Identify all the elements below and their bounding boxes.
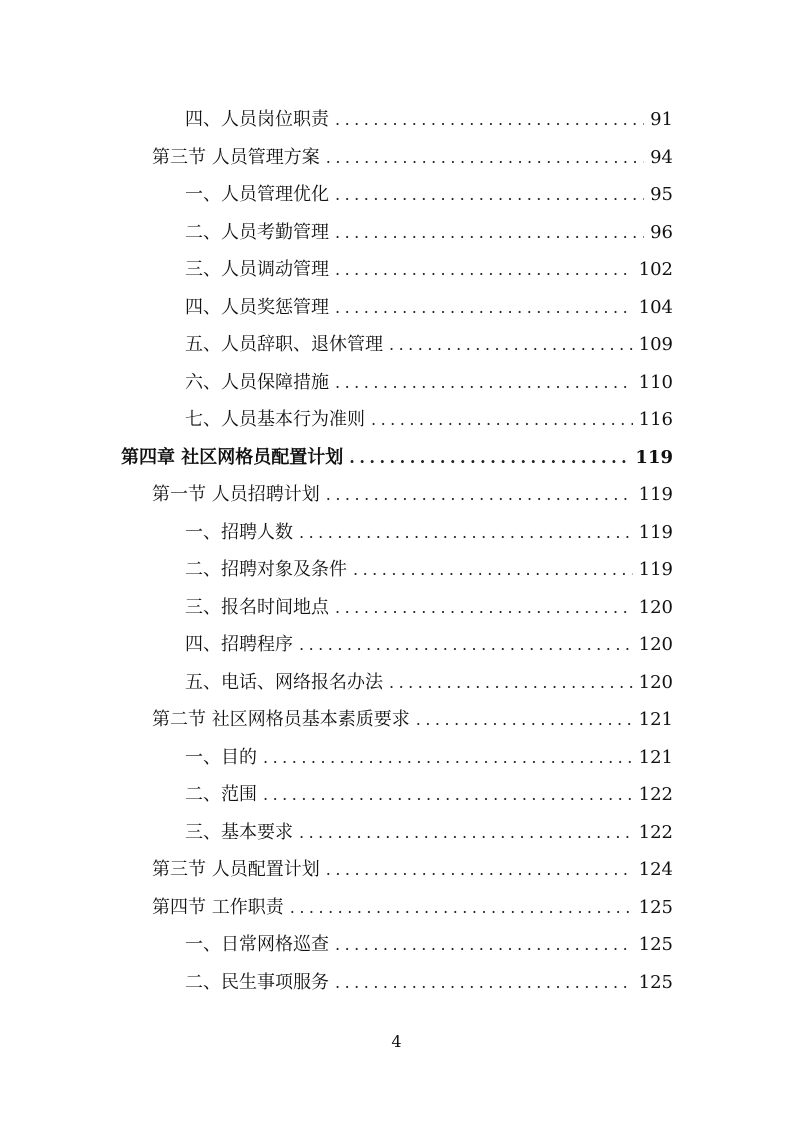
- toc-subsection-entry: [185, 626, 673, 663]
- toc-entry-page: 91: [650, 109, 673, 130]
- toc-subsection-entry: [185, 401, 673, 438]
- toc-subsection-entry: [185, 514, 673, 551]
- toc-entry-title: 第三节 人员管理方案: [152, 146, 320, 168]
- toc-entry-page: 94: [650, 146, 673, 168]
- toc-entry-title: 一、目的: [185, 746, 257, 768]
- toc-entry-page: 122: [638, 821, 673, 843]
- toc-entry-title: 一、招聘人数: [185, 521, 293, 543]
- toc-entry-title: 四、人员奖惩管理: [185, 296, 329, 318]
- toc-section-entry: [152, 139, 673, 176]
- toc-entry-title: 第三节 人员配置计划: [152, 859, 320, 880]
- dot-leader: [335, 101, 644, 138]
- toc-subsection-entry: [185, 776, 673, 813]
- dot-leader: [326, 851, 633, 888]
- toc-subsection-entry: [185, 926, 673, 963]
- toc-entry-page: 125: [638, 971, 673, 993]
- dot-leader: [389, 664, 633, 701]
- toc-entry-page: 120: [638, 596, 673, 618]
- toc-entry-title: 四、招聘程序: [185, 634, 293, 655]
- dot-leader: [335, 214, 644, 251]
- toc-entry-page: 121: [638, 709, 673, 730]
- toc-entry-title: 第四节 工作职责: [152, 896, 284, 918]
- dot-leader: [299, 814, 633, 851]
- toc-entry-title: 三、报名时间地点: [185, 596, 329, 618]
- toc-subsection-entry: [185, 664, 673, 701]
- dot-leader: [335, 176, 644, 213]
- dot-leader: [349, 439, 629, 476]
- toc-subsection-entry: [185, 364, 673, 401]
- toc-entry-page: 125: [638, 934, 673, 955]
- toc-entry-title: 第二节 社区网格员基本素质要求: [152, 709, 410, 730]
- dot-leader: [335, 289, 633, 326]
- toc-entry-title: 一、人员管理优化: [185, 184, 329, 205]
- toc-entry-page: 116: [638, 409, 673, 430]
- toc-entry-page: 124: [638, 859, 673, 880]
- toc-entry-page: 96: [650, 221, 673, 243]
- dot-leader: [389, 326, 633, 363]
- toc-entry-title: 二、民生事项服务: [185, 971, 329, 993]
- dot-leader: [299, 626, 633, 663]
- toc-subsection-entry: [185, 551, 673, 588]
- toc-subsection-entry: [185, 176, 673, 213]
- toc-subsection-entry: [185, 251, 673, 288]
- toc-subsection-entry: [185, 589, 673, 626]
- toc-entry-title: 第一节 人员招聘计划: [152, 484, 320, 505]
- toc-entry-page: 95: [650, 184, 673, 205]
- dot-leader: [326, 476, 633, 513]
- toc-subsection-entry: [185, 289, 673, 326]
- dot-leader: [353, 551, 633, 588]
- toc-entry-title: 一、日常网格巡查: [185, 934, 329, 955]
- dot-leader: [335, 589, 633, 626]
- toc-subsection-entry: [185, 101, 673, 138]
- toc-entry-title: 三、基本要求: [185, 821, 293, 843]
- toc-entry-page: 102: [638, 259, 673, 280]
- toc-section-entry: [152, 889, 673, 926]
- toc-chapter-entry: [121, 439, 673, 476]
- toc-section-entry: [152, 701, 673, 738]
- toc-section-entry: [152, 851, 673, 888]
- toc-entry-title: 三、人员调动管理: [185, 259, 329, 280]
- toc-entry-page: 125: [638, 896, 673, 918]
- dot-leader: [416, 701, 633, 738]
- toc-entry-title: 二、招聘对象及条件: [185, 559, 347, 580]
- toc-entry-title: 第四章 社区网格员配置计划: [121, 446, 344, 468]
- toc-subsection-entry: [185, 326, 673, 363]
- toc-entry-title: 五、电话、网络报名办法: [185, 671, 383, 693]
- toc-subsection-entry: [185, 739, 673, 776]
- toc-entry-page: 109: [638, 334, 673, 355]
- toc-entry-title: 二、范围: [185, 784, 257, 805]
- toc-entry-page: 119: [635, 446, 673, 468]
- toc-entry-page: 119: [638, 521, 673, 543]
- dot-leader: [326, 139, 644, 176]
- toc-entry-title: 七、人员基本行为准则: [185, 409, 365, 430]
- toc-entry-title: 四、人员岗位职责: [185, 109, 329, 130]
- toc-entry-page: 110: [638, 371, 673, 393]
- toc-subsection-entry: [185, 814, 673, 851]
- toc-section-entry: [152, 476, 673, 513]
- page-number: 4: [391, 1032, 402, 1051]
- toc-entry-page: 104: [638, 296, 673, 318]
- dot-leader: [335, 251, 633, 288]
- dot-leader: [290, 889, 633, 926]
- toc-subsection-entry: [185, 964, 673, 1001]
- toc-entry-page: 120: [638, 634, 673, 655]
- dot-leader: [263, 776, 633, 813]
- toc-entry-page: 121: [638, 746, 673, 768]
- dot-leader: [335, 926, 633, 963]
- toc-entry-page: 122: [638, 784, 673, 805]
- dot-leader: [299, 514, 633, 551]
- toc-entry-title: 五、人员辞职、退休管理: [185, 334, 383, 355]
- dot-leader: [263, 739, 633, 776]
- toc-entry-title: 二、人员考勤管理: [185, 221, 329, 243]
- toc-entry-page: 119: [638, 559, 673, 580]
- toc-subsection-entry: [185, 214, 673, 251]
- dot-leader: [371, 401, 633, 438]
- dot-leader: [335, 964, 633, 1001]
- toc-entry-page: 119: [638, 484, 673, 505]
- dot-leader: [335, 364, 633, 401]
- toc-entry-title: 六、人员保障措施: [185, 371, 329, 393]
- toc-entry-page: 120: [638, 671, 673, 693]
